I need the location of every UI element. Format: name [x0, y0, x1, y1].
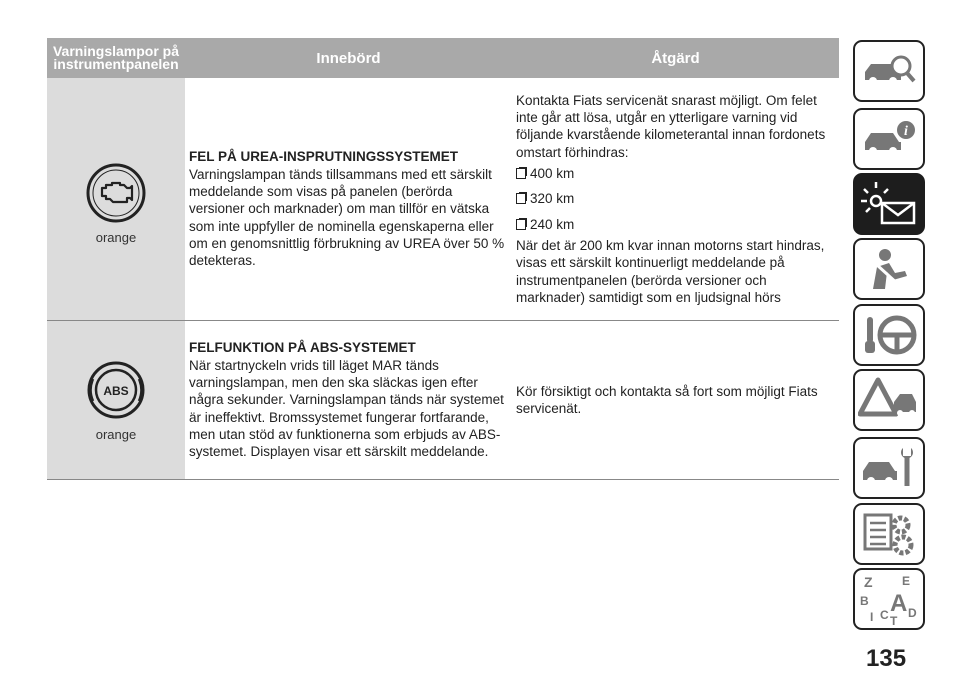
fault-title: FEL PÅ UREA-INSPRUTNINGSSYSTEMET: [189, 149, 459, 165]
abs-warning-icon: [85, 359, 147, 421]
list-item: 400 km: [516, 165, 833, 182]
lamp-color-label: orange: [95, 229, 137, 245]
car-search-icon: [859, 48, 919, 94]
meaning-cell: [185, 321, 512, 479]
abs-icon-text: ABS: [103, 383, 129, 398]
engine-warning-icon: [85, 162, 147, 224]
lamp-cell: [47, 78, 185, 320]
warning-lights-table: [47, 38, 839, 480]
svg-text:A: A: [890, 590, 908, 617]
checkbox-bullet-icon: [516, 168, 526, 179]
table-header: [47, 38, 839, 78]
svg-text:B: B: [860, 594, 869, 608]
svg-text:I: I: [870, 610, 874, 624]
svg-text:C: C: [880, 608, 889, 622]
warning-lights-icon: [858, 179, 920, 229]
svg-text:D: D: [908, 606, 917, 620]
action-text: Kör försiktigt och kontakta så fort som möjligt Fiats servicenät.: [516, 383, 818, 416]
table-row: [47, 321, 839, 480]
action-cell: [512, 78, 839, 320]
safety-icon: [859, 245, 919, 293]
svg-text:E: E: [902, 574, 911, 588]
action-intro: Kontakta Fiats servicenät snarast möjligt. Om felet inte går att lösa, utgår en ytterligare varning vid följande kvarstående kilometerantal innan fordonets omstart förhindras:: [516, 92, 826, 160]
action-cell: [512, 321, 839, 479]
sidebar-tab-car-search[interactable]: [853, 40, 925, 102]
svg-text:T: T: [890, 614, 898, 625]
fault-title: FELFUNKTION PÅ ABS-SYSTEMET: [189, 340, 416, 356]
starting-driving-icon: [859, 311, 919, 359]
sidebar-tab-emergency[interactable]: [853, 369, 925, 431]
page-number: 135: [866, 645, 907, 672]
header-warning-lamps: Varningslampor på instrumentpanelen: [52, 43, 180, 72]
sidebar-tab-maintenance[interactable]: [853, 437, 925, 499]
meaning-cell: [185, 78, 512, 320]
sidebar-tab-warning-lights[interactable]: [853, 173, 925, 235]
header-action: Åtgärd: [651, 49, 700, 67]
table-row: [47, 78, 839, 321]
svg-text:i: i: [904, 124, 908, 139]
sidebar-tab-index[interactable]: [853, 568, 925, 630]
sidebar-tab-technical-data[interactable]: [853, 503, 925, 565]
lamp-color-label: orange: [95, 426, 137, 442]
emergency-icon: [858, 376, 920, 424]
index-icon: [858, 573, 920, 625]
meaning-text: Varningslampan tänds tillsammans med ett särskilt meddelande som visas på panelen (berörda versioner och marknader) om man tillför en vätska som inte uppfyller de nominella egenskaperna eller om en genomsnittlig förbrukning av UREA över 50 % detekteras.: [189, 166, 505, 269]
maintenance-icon: [859, 444, 919, 492]
lamp-cell: [47, 321, 185, 479]
sidebar-tab-car-info[interactable]: [853, 108, 925, 170]
checkbox-bullet-icon: [516, 193, 526, 204]
sidebar-tab-starting-driving[interactable]: [853, 304, 925, 366]
header-meaning: Innebörd: [316, 49, 381, 67]
action-outro: När det är 200 km kvar innan motorns start hindras, visas ett särskilt kontinuerligt meddelande på instrumentpanelen (berörda versioner och marknader) samtidigt som en ljudsignal hörs: [516, 237, 825, 305]
list-item: 320 km: [516, 190, 833, 207]
meaning-text: När startnyckeln vrids till läget MAR tänds varningslampan, men den ska släckas igen efter några sekunder. Varningslampan tänds när systemet är ineffektivt. Bromssystemet fungerar fortfarande, men utan stöd av funktionerna som erbjuds av ABS-systemet. Displayen visar ett särskilt meddelande.: [189, 357, 504, 460]
svg-text:Z: Z: [864, 574, 873, 590]
technical-data-icon: [859, 509, 919, 559]
car-info-icon: [859, 116, 919, 162]
checkbox-bullet-icon: [516, 219, 526, 230]
list-item: 240 km: [516, 216, 833, 233]
sidebar-tab-safety[interactable]: [853, 238, 925, 300]
